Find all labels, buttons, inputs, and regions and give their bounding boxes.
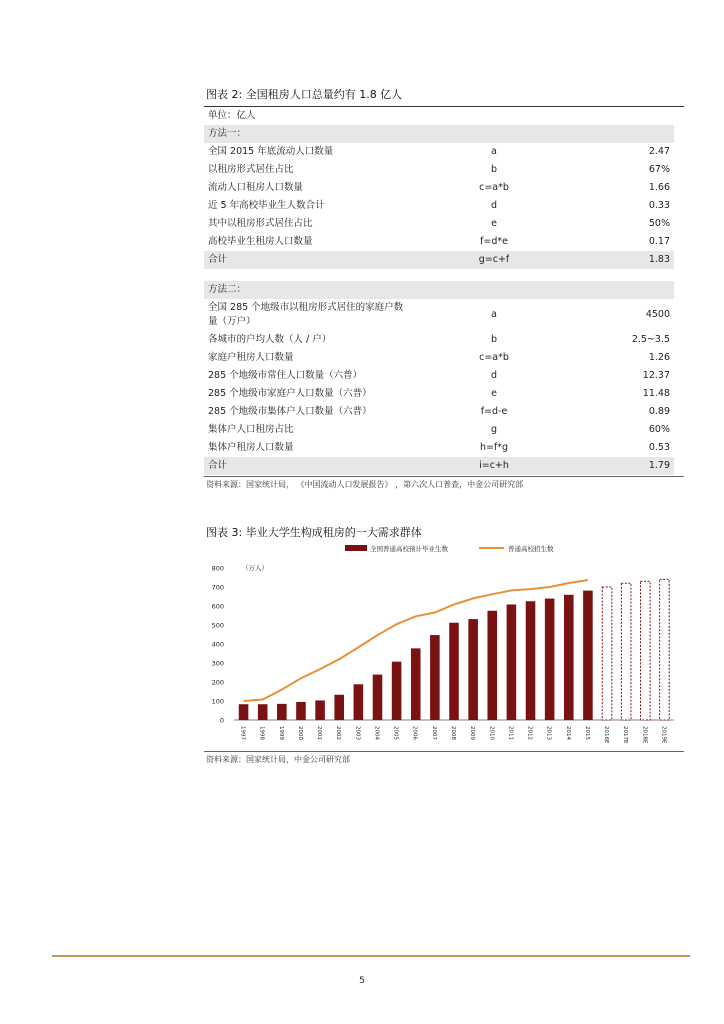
x-tick-label: 2015 bbox=[583, 726, 590, 740]
y-tick-label: 700 bbox=[211, 583, 224, 592]
table-row-value: 0.33 bbox=[648, 200, 670, 211]
bar bbox=[641, 581, 651, 720]
bar bbox=[334, 695, 344, 720]
y-tick-label: 800 bbox=[211, 564, 224, 573]
table-row-formula: e bbox=[491, 218, 497, 229]
bar bbox=[564, 595, 574, 720]
x-tick-label: 2017E bbox=[622, 726, 629, 744]
x-tick-label: 2008 bbox=[450, 726, 456, 740]
table-row-value: 0.89 bbox=[648, 406, 670, 417]
graduates-chart bbox=[204, 540, 684, 750]
chart-svg bbox=[204, 540, 684, 750]
x-tick-label: 2012 bbox=[526, 726, 533, 740]
spacer-row bbox=[204, 269, 674, 281]
table-row-value: 1.26 bbox=[648, 352, 670, 363]
x-tick-label: 2002 bbox=[335, 726, 342, 740]
figure-bottom-rule bbox=[204, 751, 684, 752]
x-tick-label: 2018E bbox=[641, 726, 648, 744]
table-row-formula: g bbox=[490, 424, 498, 435]
table-row-value: 4500 bbox=[645, 309, 670, 320]
legend-line-label: 普通高校招生数 bbox=[508, 545, 554, 553]
figure3-title: 图表 3: 毕业大学生构成租房的一大需求群体 bbox=[206, 526, 422, 539]
table-row-label: 集体户人口租房占比 bbox=[208, 424, 294, 435]
footer-rule bbox=[52, 955, 690, 957]
table-row bbox=[204, 143, 674, 161]
table-row bbox=[204, 215, 674, 233]
bar bbox=[315, 700, 325, 720]
method1-header-label: 方法一： bbox=[208, 128, 247, 139]
bar bbox=[583, 591, 593, 720]
table-row bbox=[204, 421, 674, 439]
table-row-formula: f=d*e bbox=[480, 236, 508, 247]
table-row-label: 285 个地级市家庭户人口数量（六普） bbox=[208, 388, 372, 399]
bar bbox=[621, 583, 631, 720]
x-tick-label: 2004 bbox=[373, 726, 380, 740]
method2-total-row-formula: i=c+h bbox=[479, 460, 509, 471]
method1-total-row-label: 合计 bbox=[208, 254, 228, 265]
table-row-label: 集体户租房人口数量 bbox=[208, 442, 294, 453]
table-row-formula: c=a*b bbox=[479, 352, 509, 363]
bar bbox=[545, 599, 555, 720]
table-row-label: 近 5 年高校毕业生人数合计 bbox=[208, 200, 325, 211]
bar bbox=[239, 704, 249, 720]
bar bbox=[258, 704, 268, 720]
x-tick-label: 1999 bbox=[277, 726, 284, 740]
bar bbox=[487, 611, 497, 720]
table-row bbox=[204, 233, 674, 251]
bar bbox=[602, 587, 612, 720]
bar bbox=[430, 635, 440, 720]
table-row bbox=[204, 331, 674, 349]
figure3-source: 资料来源：国家统计局，中金公司研究部 bbox=[206, 755, 350, 764]
y-tick-label: 600 bbox=[211, 602, 224, 611]
y-unit-label: （万人） bbox=[242, 564, 268, 572]
method1-header bbox=[204, 125, 674, 143]
x-tick-label: 2006 bbox=[411, 726, 418, 740]
table-row-value: 0.17 bbox=[648, 236, 670, 247]
table-row-formula: d bbox=[490, 370, 498, 381]
table-row-value: 60% bbox=[648, 424, 670, 435]
x-tick-label: 2013 bbox=[545, 726, 552, 740]
x-tick-label: 2007 bbox=[430, 726, 437, 740]
y-tick-label: 300 bbox=[211, 659, 224, 668]
table-row-value: 0.53 bbox=[648, 442, 670, 453]
rental-population-table bbox=[204, 107, 674, 475]
table-row bbox=[204, 161, 674, 179]
table-row-formula: b bbox=[490, 164, 498, 175]
table-row bbox=[204, 385, 674, 403]
legend-bar-label: 全国普通高校预计毕业生数 bbox=[370, 545, 448, 553]
x-tick-label: 2019E bbox=[660, 726, 667, 744]
table-row-formula: e bbox=[491, 388, 497, 399]
bar bbox=[526, 601, 536, 720]
bar bbox=[449, 623, 459, 720]
table-row-label: 高校毕业生租房人口数量 bbox=[208, 236, 313, 247]
table-row-label: 全国 2015 年底流动人口数量 bbox=[208, 146, 334, 157]
table-row-label: 家庭户租房人口数量 bbox=[208, 352, 294, 363]
table-row-formula: a bbox=[491, 146, 497, 157]
method1-total-row-value: 1.83 bbox=[648, 254, 670, 265]
x-tick-label: 1997 bbox=[239, 726, 246, 740]
y-tick-label: 500 bbox=[211, 621, 224, 630]
table-row-value: 12.37 bbox=[642, 370, 670, 381]
table-row-label: 全国 285 个地级市以租房形式居住的家庭户数 量（万户） bbox=[208, 302, 404, 327]
x-tick-label: 2005 bbox=[392, 726, 399, 740]
method2-total-row bbox=[204, 457, 674, 475]
table-bottom-rule bbox=[204, 476, 684, 477]
x-tick-label: 1998 bbox=[258, 726, 265, 740]
table-row-label: 285 个地级市集体户人口数量（六普） bbox=[208, 406, 372, 417]
x-tick-label: 2014 bbox=[564, 726, 571, 740]
method1-total-row-formula: g=c+f bbox=[478, 254, 510, 265]
table-row bbox=[204, 349, 674, 367]
bar bbox=[354, 684, 364, 720]
bar bbox=[277, 704, 287, 720]
bar bbox=[660, 579, 670, 720]
table-row-label: 其中以租房形式居住占比 bbox=[208, 218, 313, 229]
legend-bar-swatch bbox=[345, 545, 367, 551]
table-row-value: 50% bbox=[648, 218, 670, 229]
table-row-value: 2.47 bbox=[648, 146, 670, 157]
table-row-value: 1.66 bbox=[648, 182, 670, 193]
table-row bbox=[204, 197, 674, 215]
table-row bbox=[204, 299, 674, 331]
table-row bbox=[204, 179, 674, 197]
bar bbox=[296, 702, 306, 720]
x-tick-label: 2001 bbox=[316, 726, 323, 740]
page-number: 5 bbox=[359, 976, 365, 986]
table-row-formula: a bbox=[491, 309, 497, 320]
x-tick-label: 2003 bbox=[354, 726, 361, 740]
table-row bbox=[204, 367, 674, 385]
table-row-label: 285 个地级市常住人口数量（六普） bbox=[208, 370, 363, 381]
table-row-formula: h=f*g bbox=[479, 442, 509, 453]
table-row-formula: c=a*b bbox=[479, 182, 509, 193]
x-tick-label: 2000 bbox=[296, 726, 303, 740]
bar bbox=[411, 648, 421, 720]
method2-header bbox=[204, 281, 674, 299]
table-row-formula: d bbox=[490, 200, 498, 211]
table-row-formula: f=d-e bbox=[480, 406, 508, 417]
table2-source: 资料来源：国家统计局， 《中国流动人口发展报告》 ，第六次人口普查，中金公司研究部 bbox=[206, 480, 524, 489]
table-row-formula: b bbox=[490, 334, 498, 345]
y-tick-label: 200 bbox=[211, 678, 224, 687]
y-tick-label: 100 bbox=[211, 697, 224, 706]
y-tick-label: 400 bbox=[211, 640, 224, 649]
unit-row-label: 单位：亿人 bbox=[208, 110, 256, 121]
x-tick-label: 2011 bbox=[507, 726, 514, 740]
method1-total-row bbox=[204, 251, 674, 269]
bar bbox=[373, 675, 383, 720]
table-row-value: 67% bbox=[648, 164, 670, 175]
method2-header-label: 方法二： bbox=[208, 284, 247, 295]
table-row bbox=[204, 403, 674, 421]
x-tick-label: 2016E bbox=[603, 726, 610, 744]
unit-row bbox=[204, 107, 674, 125]
x-tick-label: 2009 bbox=[469, 726, 476, 740]
table-row-label: 各城市的户均人数（人 / 户） bbox=[208, 334, 332, 345]
table2-title: 图表 2: 全国租房人口总量约有 1.8 亿人 bbox=[206, 88, 403, 101]
table-row-value: 2.5~3.5 bbox=[631, 334, 670, 345]
table-row bbox=[204, 439, 674, 457]
method2-total-row-value: 1.79 bbox=[648, 460, 670, 471]
table-row-value: 11.48 bbox=[642, 388, 670, 399]
table-row-label: 流动人口租房人口数量 bbox=[208, 182, 304, 193]
bar bbox=[507, 604, 517, 720]
x-tick-label: 2010 bbox=[488, 726, 495, 740]
table-row-label: 以租房形式居住占比 bbox=[208, 164, 294, 175]
bar bbox=[468, 619, 478, 720]
y-tick-label: 0 bbox=[219, 716, 224, 725]
method2-total-row-label: 合计 bbox=[208, 460, 228, 471]
bar bbox=[392, 662, 402, 720]
